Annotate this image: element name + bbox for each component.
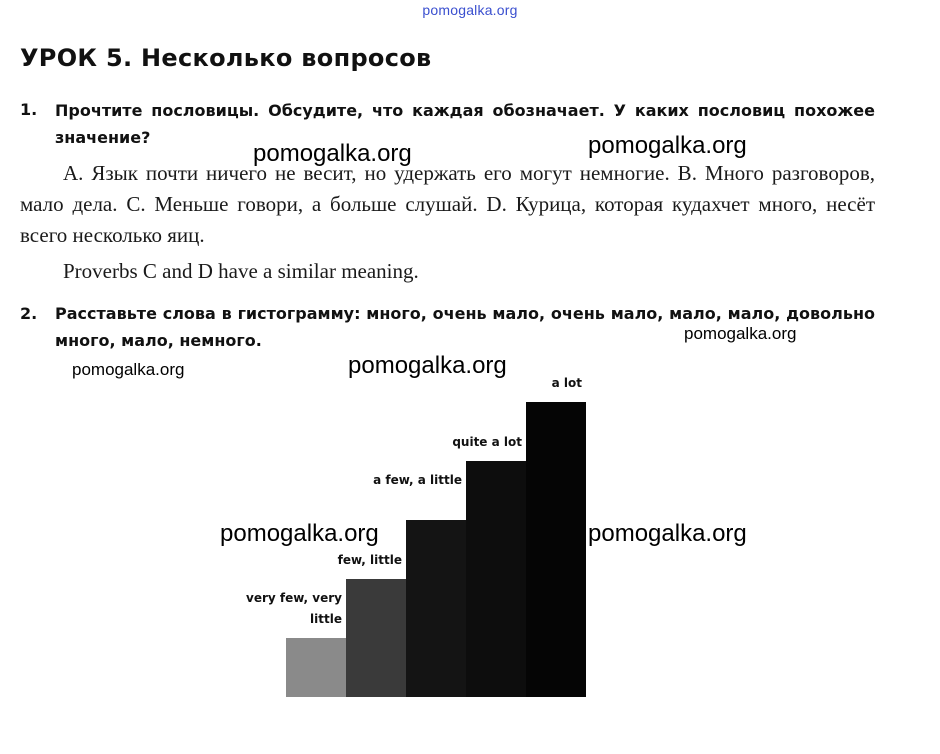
lesson-title: УРОК 5. Несколько вопросов <box>20 44 432 72</box>
histogram-bar <box>286 638 346 697</box>
bar-label: quite a lot <box>452 435 522 449</box>
bar-label: a lot <box>551 376 582 390</box>
watermark: pomogalka.org <box>588 520 747 547</box>
watermark: pomogalka.org <box>253 140 412 167</box>
bar-label: very few, very little <box>246 591 342 626</box>
bar-label: a few, a little <box>373 473 462 487</box>
watermark: pomogalka.org <box>220 520 379 547</box>
task-1-number: 1. <box>20 100 38 119</box>
proverbs-paragraph: А. Язык почти ничего не весит, но удержать его могут немногие. В. Много разговоров, мало дела. С. Меньше говори, а больше слушай. D. Курица, которая кудахчет много, несёт всего несколько яиц. <box>20 161 875 247</box>
histogram-bar <box>466 461 526 697</box>
histogram-bar <box>346 579 406 697</box>
watermark: pomogalka.org <box>72 360 185 379</box>
watermark: pomogalka.org <box>684 324 797 343</box>
bar-label: few, little <box>337 553 402 567</box>
task-1-instruction: Прочтите пословицы. Обсудите, что каждая обозначает. У каких пословиц похожее значение? <box>55 101 875 147</box>
watermark: pomogalka.org <box>588 132 747 159</box>
task-2-number: 2. <box>20 304 38 323</box>
histogram-bar <box>526 402 586 697</box>
histogram-bar <box>406 520 466 697</box>
site-watermark-top: pomogalka.org <box>422 2 518 18</box>
task-1-answer: Proverbs C and D have a similar meaning. <box>63 259 419 283</box>
task-2-instruction: Расставьте слова в гистограмму: много, очень мало, очень мало, мало, мало, довольно много, мало, немного. <box>55 304 875 350</box>
watermark: pomogalka.org <box>348 352 507 379</box>
